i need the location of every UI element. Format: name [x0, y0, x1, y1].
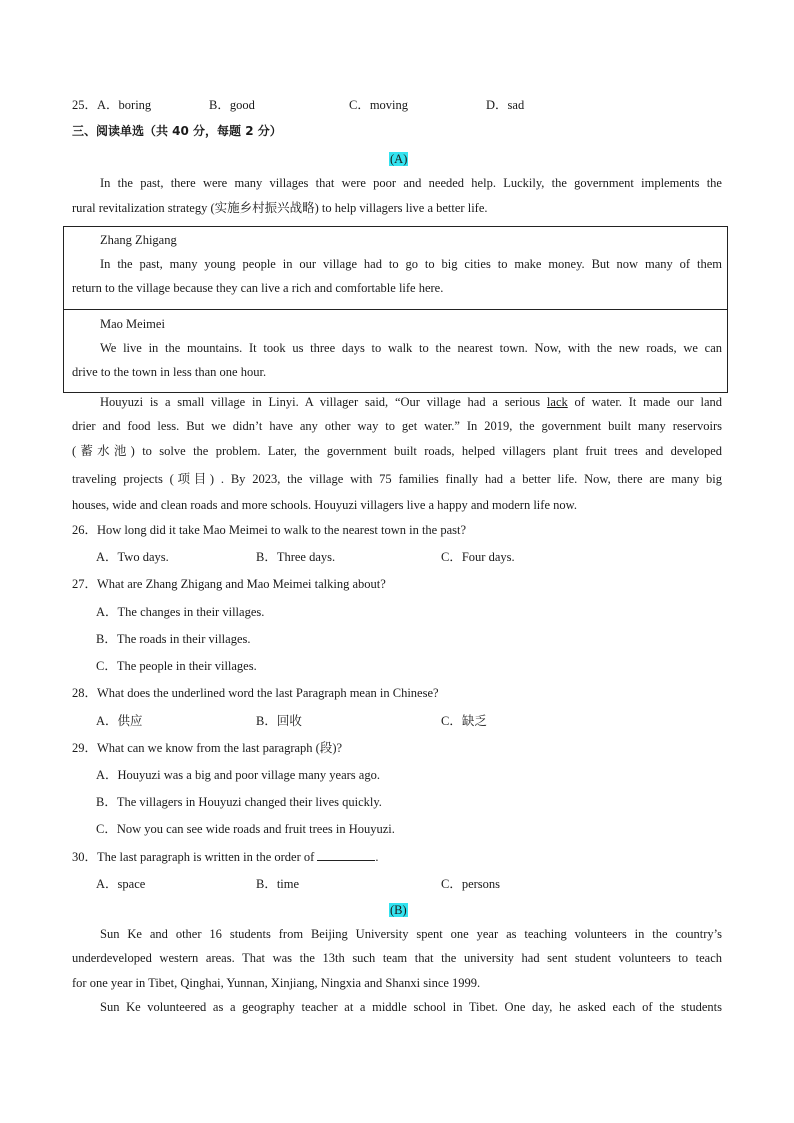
q27-option-b: B．The roads in their villages.: [96, 632, 251, 646]
underlined-word-lack: lack: [546, 395, 568, 409]
q25-option-d: D．sad: [486, 98, 525, 112]
passage-b-p1-line3: for one year in Tibet, Qinghai, Yunnan, Xinjiang, Ningxia and Shanxi since 1999.: [72, 976, 481, 990]
q27-option-c: C．The people in their villages.: [96, 659, 257, 673]
p3-line1-start: Houyuzi is a small village in Linyi. A villager said, “Our village had a serious: [100, 395, 547, 409]
quote-table-divider: [63, 309, 728, 310]
passage-a-p3-line3: (蓄水池) to solve the problem. Later, the government built roads, helped villagers plant fruit trees and developed: [72, 444, 722, 458]
quote-1-line2: return to the village because they can live a rich and comfortable life here.: [72, 281, 444, 295]
passage-a-p3-line1: [100, 394, 722, 410]
passage-a-intro-line2: rural revitalization strategy (实施乡村振兴战略) to help villagers live a better life.: [72, 201, 488, 215]
q29-stem: 29．What can we know from the last paragraph (段)?: [72, 741, 343, 755]
passage-b-p1-line1: Sun Ke and other 16 students from Beijing University spent one year as teaching volunteers in the country’s: [100, 927, 722, 941]
q29-option-c: C．Now you can see wide roads and fruit trees in Houyuzi.: [96, 822, 395, 836]
quote-1-speaker: Zhang Zhigang: [100, 233, 177, 247]
q30-answer-blank[interactable]: [317, 849, 375, 861]
q30-stem-period: .: [375, 850, 379, 864]
q25-number-option-a: [72, 97, 151, 113]
q26-stem: 26．How long did it take Mao Meimei to walk to the nearest town in the past?: [72, 523, 467, 537]
section-title: 三、阅读单选（共 40 分，每题 2 分）: [72, 124, 282, 138]
q29-option-a: A．Houyuzi was a big and poor village many years ago.: [96, 768, 380, 782]
passage-a-label-text: (A): [390, 152, 408, 166]
q30-option-c: C．persons: [441, 877, 501, 891]
q28-option-b: B．回收: [256, 714, 302, 728]
quote-2-line1: We live in the mountains. It took us three days to walk to the nearest town. Now, with the new roads, we can: [100, 341, 722, 355]
q26-option-c: C．Four days.: [441, 550, 515, 564]
q26-option-a: A．Two days.: [96, 550, 169, 564]
q30-stem: [72, 849, 379, 865]
passage-a-intro-line1: In the past, there were many villages that were poor and needed help. Luckily, the government implements the: [100, 176, 722, 190]
p3-line1-end: of water. It made our land: [567, 395, 722, 409]
q25-option-b: B．good: [209, 98, 255, 112]
passage-a-p3-line4: traveling projects (项目) . By 2023, the village with 75 families finally had a better life. Now, there are many big: [72, 472, 722, 486]
quote-1-line1: In the past, many young people in our village had to go to big cities to make money. But now many of them: [100, 257, 722, 271]
q25-option-a: A．boring: [97, 98, 152, 112]
quote-2-line2: drive to the town in less than one hour.: [72, 365, 267, 379]
q27-stem: 27．What are Zhang Zhigang and Mao Meimei talking about?: [72, 577, 386, 591]
q26-option-b: B．Three days.: [256, 550, 336, 564]
q30-option-a: A．space: [96, 877, 146, 891]
q28-option-a: A．供应: [96, 714, 143, 728]
q29-option-b: B．The villagers in Houyuzi changed their lives quickly.: [96, 795, 382, 809]
passage-b-p2-line1: Sun Ke volunteered as a geography teacher at a middle school in Tibet. One day, he asked each of the students: [100, 1000, 722, 1014]
passage-b-label-text: (B): [390, 903, 407, 917]
q28-option-c: C．缺乏: [441, 714, 487, 728]
passage-b-p1-line2: underdeveloped western areas. That was the 13th such team that the university had sent student volunteers to teach: [72, 951, 722, 965]
q30-option-b: B．time: [256, 877, 300, 891]
passage-a-label: [389, 151, 408, 167]
q25-number: 25．: [72, 98, 98, 112]
passage-a-p3-line5: houses, wide and clean roads and more schools. Houyuzi villagers live a happy and modern life now.: [72, 498, 577, 512]
q28-stem: 28．What does the underlined word the last Paragraph mean in Chinese?: [72, 686, 439, 700]
q25-option-c: C．moving: [349, 98, 409, 112]
quote-2-speaker: Mao Meimei: [100, 317, 165, 331]
passage-a-p3-line2: drier and food less. But we didn’t have any other way to get water.” In 2019, the government built many reservoirs: [72, 419, 722, 433]
passage-b-label: [389, 902, 408, 918]
q30-stem-text: 30．The last paragraph is written in the order of: [72, 850, 318, 864]
q27-option-a: A．The changes in their villages.: [96, 605, 265, 619]
